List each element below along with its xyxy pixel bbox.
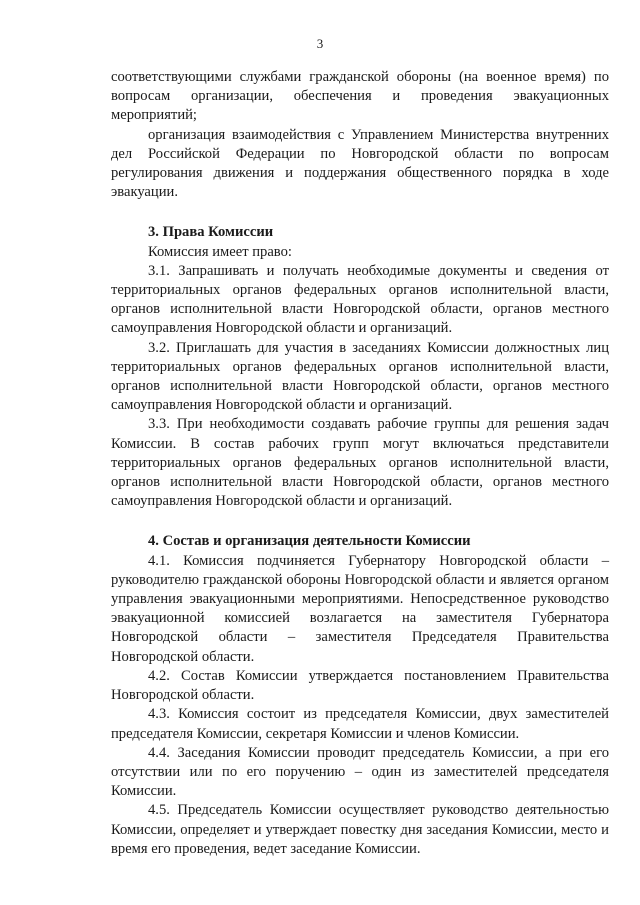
section-3-heading: 3. Права Комиссии (148, 224, 274, 241)
clause-4-3: 4.3. Комиссия состоит из председателя Комиссии, двух заместителей председателя Комиссии, секретаря Комиссии и членов Комиссии. (111, 706, 609, 742)
clause-4-1: 4.1. Комиссия подчиняется Губернатору Новгородской области – руководителю гражданской обороны Новгородской области и является органом управления эвакуационными мероприятиями. Непосредственное руководство эвакуационной комиссией возлагается на заместителя Губернатора Новгородской области – заместителя Председателя Правительства Новгородской области. (111, 552, 609, 665)
clause-4-5: 4.5. Председатель Комиссии осуществляет руководство деятельностью Комиссии, определяет и утверждает повестку дня заседания Комиссии, место и время его проведения, ведет заседание Комиссии. (111, 802, 609, 857)
clause-3-1: 3.1. Запрашивать и получать необходимые документы и сведения от территориальных органов федеральных органов исполнительной власти, органов исполнительной власти Новгородской области, органов местного самоуправления Новгородской области и организаций. (111, 262, 609, 337)
clause-4-4: 4.4. Заседания Комиссии проводит председатель Комиссии, а при его отсутствии или по его поручению – один из заместителей председателя Комиссии. (111, 744, 609, 800)
spacer (111, 511, 609, 532)
paragraph-intro-1: соответствующими службами гражданской обороны (на военное время) по вопросам организации, обеспечения и проведения эвакуационных мероприятий; (111, 69, 609, 124)
page-number: 3 (316, 36, 324, 51)
clause-4-2: 4.2. Состав Комиссии утверждается постановлением Правительства Новгородской области. (111, 667, 609, 704)
section-4-heading: 4. Состав и организация деятельности Комиссии (148, 533, 471, 550)
clause-3-3: 3.3. При необходимости создавать рабочие группы для решения задач Комиссии. В состав рабочих групп могут включаться представители территориальных органов федеральных органов исполнительной власти, органов исполнительной власти Новгородской области, органов местного самоуправления Новгородской области и организаций. (111, 416, 609, 510)
clause-3-2: 3.2. Приглашать для участия в заседаниях Комиссии должностных лиц территориальных органов федеральных органов исполнительной власти, органов исполнительной власти Новгородской области, органов местного самоуправления Новгородской области и организаций. (111, 339, 609, 414)
document-body (111, 68, 609, 859)
paragraph-intro-2: организация взаимодействия с Управлением Министерства внутренних дел Российской Федерации по Новгородской области по вопросам регулирования движения и поддержания общественного порядка в ходе эвакуации. (111, 126, 609, 201)
section-3-lead: Комиссия имеет право: (148, 243, 292, 260)
spacer (111, 202, 609, 223)
